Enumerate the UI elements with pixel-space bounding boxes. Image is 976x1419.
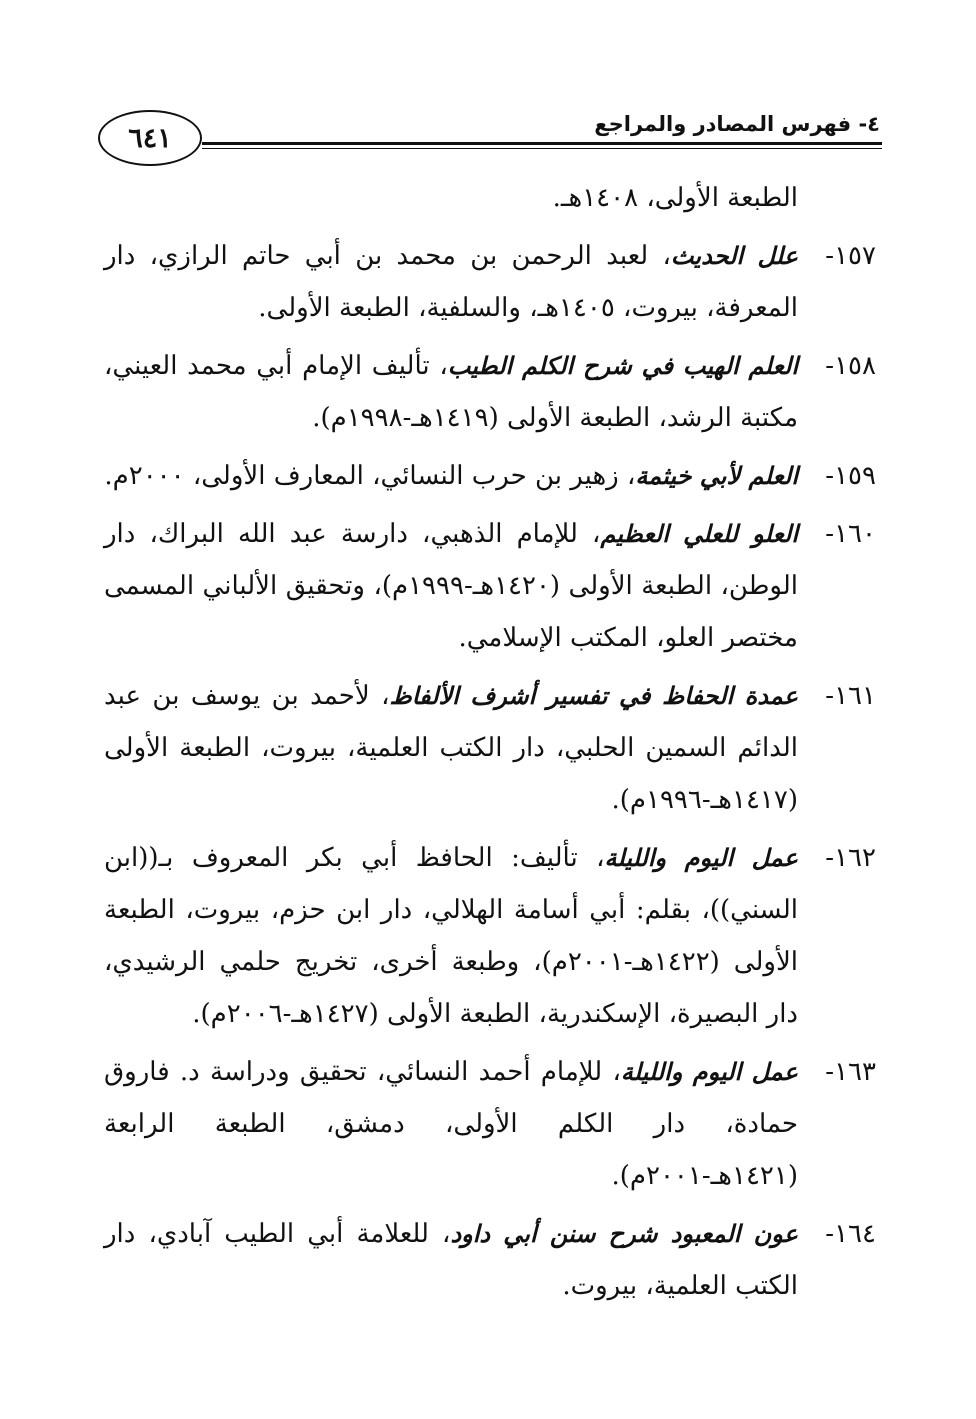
section-title: ٤- فهرس المصادر والمراجع [594,112,880,136]
entry-title: عمدة الحفاظ في تفسير أشرف الألفاظ [389,682,798,710]
reference-entry [104,832,876,1040]
entry-text: ، تأليف الإمام أبي محمد العيني، مكتبة الرشد، الطبعة الأولى (١٤١٩هـ-١٩٩٨م). [104,351,798,433]
entry-text: ، للإمام أحمد النسائي، تحقيق ودراسة د. فاروق حمادة، دار الكلم الأولى، دمشق، الطبعة الرابعة (١٤٢١هـ-٢٠٠١م). [104,1057,798,1191]
entry-number: ١٦١- [825,681,876,711]
continued-entry-text: الطبعة الأولى، ١٤٠٨هـ. [552,183,798,213]
header-rule-thin [202,148,882,149]
reference-entry [104,1046,876,1202]
page-header [98,100,880,180]
entry-text: ، للعلامة أبي الطيب آبادي، دار الكتب العلمية، بيروت. [104,1219,798,1301]
entry-number: ١٦٤- [825,1219,876,1249]
entry-number: ١٥٨- [825,351,876,381]
entry-number: ١٥٧- [825,241,876,271]
reference-entry [104,450,876,502]
header-rule-thick [202,142,882,145]
reference-entry [104,230,876,334]
references-list [104,172,876,1312]
entry-text: ، تأليف: الحافظ أبي بكر المعروف بـ((ابن السني))، بقلم: أبي أسامة الهلالي، دار ابن حزم، بيروت، الطبعة الأولى (١٤٢٢هـ-٢٠٠١م)، وطبعة أخرى، تخريج حلمي الرشيدي، دار البصيرة، الإسكندرية، الطبعة الأولى (١٤٢٧هـ-٢٠٠٦م). [104,843,799,1029]
entry-title: العلو للعلي العظيم [600,520,798,548]
page-number: ٦٤١ [98,110,202,166]
entry-title: عون المعبود شرح سنن أبي داود [450,1220,798,1248]
reference-entry [104,340,876,444]
entry-number: ١٥٩- [825,461,876,491]
entry-number: ١٦٣- [825,1057,876,1087]
entry-number: ١٦٠- [825,519,876,549]
entry-title: عمل اليوم والليلة [604,844,798,872]
entry-text: ، زهير بن حرب النسائي، المعارف الأولى، ٢٠٠٠م. [104,461,636,491]
reference-entry [104,670,876,826]
entry-number: ١٦٢- [825,843,876,873]
entry-title: عمل اليوم والليلة [620,1058,798,1086]
entry-title: العلم لأبي خيثمة [635,462,798,490]
entry-text: ، للإمام الذهبي، دارسة عبد الله البراك، دار الوطن، الطبعة الأولى (١٤٢٠هـ-١٩٩٩م)، وتحقيق الألباني المسمى مختصر العلو، المكتب الإسلامي. [104,519,798,653]
entry-title: علل الحديث [670,242,798,270]
entry-text: ، لأحمد بن يوسف بن عبد الدائم السمين الحلبي، دار الكتب العلمية، بيروت، الطبعة الأولى (١٤١٧هـ-١٩٩٦م). [104,681,798,815]
entry-title: العلم الهيب في شرح الكلم الطيب [447,352,798,380]
reference-entry [104,508,876,664]
reference-entry [104,1208,876,1312]
entry-text: ، لعبد الرحمن بن محمد بن أبي حاتم الرازي، دار المعرفة، بيروت، ١٤٠٥هـ، والسلفية، الطبعة الأولى. [104,241,798,323]
